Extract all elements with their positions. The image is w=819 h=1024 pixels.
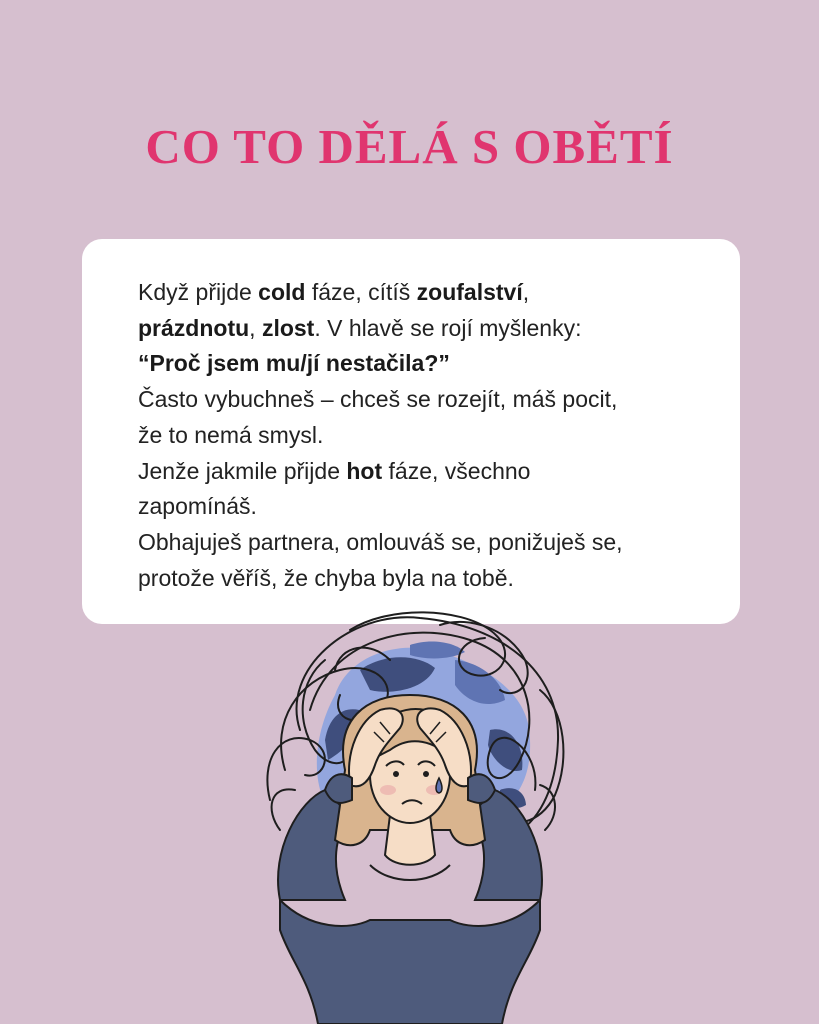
bold-segment: hot [346,457,383,484]
text-line [138,454,700,490]
text-line [138,418,700,454]
text-segment: fáze, všechno [382,457,531,484]
text-line [138,382,700,418]
text-segment: Často vybuchneš – chceš se rozejít, máš pocit, [138,386,618,413]
text-segment: zapomínáš. [138,493,257,520]
bold-segment: “Proč jsem mu/jí nestačila?” [138,350,450,377]
bold-segment: zlost [261,314,315,341]
bold-segment: cold [258,279,306,305]
bold-segment: prázdnotu [138,314,250,341]
text-segment: . V hlavě se rojí myšlenky: [314,314,582,341]
text-segment: , [522,279,530,305]
stressed-woman-illustration-icon [240,600,580,1024]
text-segment: , [249,314,262,341]
text-line [138,561,700,597]
text-line [138,525,700,561]
bold-segment: zoufalství [416,279,523,305]
text-segment: Obhajuješ partnera, omlouváš se, ponižuješ se, [138,528,623,555]
text-segment: Když přijde [138,279,259,305]
text-line [138,489,700,525]
text-segment: fáze, cítíš [305,279,417,305]
text-card [82,239,740,624]
text-segment: protože věříš, že chyba byla na tobě. [138,564,514,591]
text-line [138,275,700,311]
page-title: CO TO DĚLÁ S OBĚTÍ [145,119,674,174]
text-line [138,346,700,382]
text-segment: Jenže jakmile přijde [138,457,347,484]
text-segment: že to nemá smysl. [138,421,324,448]
card-text [138,275,700,596]
text-line [138,311,700,347]
